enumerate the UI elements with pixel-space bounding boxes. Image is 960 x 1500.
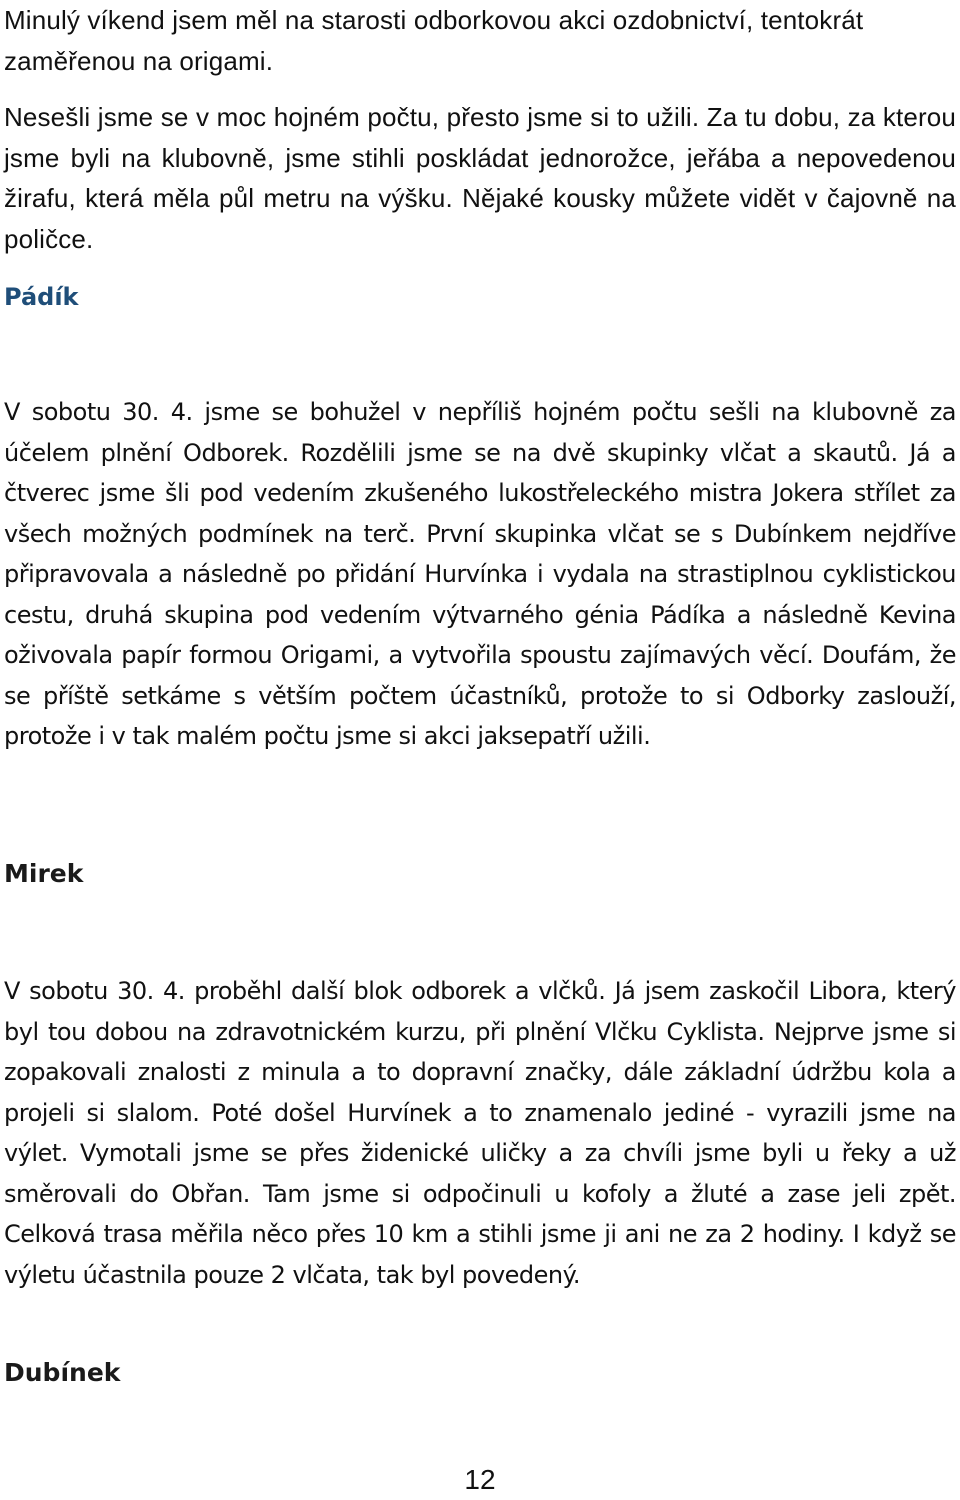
article-origami-intro: Minulý víkend jsem měl na starosti odborkovou akci ozdobnictví, tentokrát zaměřenou na origami. bbox=[4, 5, 864, 76]
article-odborky bbox=[4, 392, 956, 757]
article-origami-body: Nesešli jsme se v moc hojném počtu, přesto jsme si to užili. Za tu dobu, za kterou jsme byli na klubovně, jsme stihli poskládat jednorožce, jeřába a nepovedenou žirafu, která měla půl metru na výšku. Nějaké kousky můžete vidět v čajovně na poličce. bbox=[4, 102, 956, 254]
article-cyklista bbox=[4, 971, 956, 1295]
author-signature-dubinek: Dubínek bbox=[4, 1358, 121, 1387]
page-number: 12 bbox=[464, 1464, 496, 1495]
author-signature-mirek: Mirek bbox=[4, 859, 84, 888]
article-origami bbox=[4, 0, 956, 259]
author-signature-padik: Pádík bbox=[4, 283, 79, 311]
article-odborky-body: V sobotu 30. 4. jsme se bohužel v nepříliš hojném počtu sešli na klubovně za účelem plnění Odborek. Rozdělili jsme se na dvě skupinky vlčat a skautů. Já a čtverec jsme šli pod vedením zkušeného lukostřeleckého mistra Jokera střílet za všech možných podmínek na terč. První skupinka vlčat se s Dubínkem nejdříve připravovala a následně po přidání Hurvínka i vydala na strastiplnou cyklistickou cestu, druhá skupina pod vedením výtvarného génia Pádíka a následně Kevina oživovala papír formou Origami, a vytvořila spoustu zajímavých věcí. Doufám, že se příště setkáme s větším počtem účastníků, protože to si Odborky zaslouží, protože i v tak malém počtu jsme si akci jaksepatří užili. bbox=[4, 398, 956, 750]
article-cyklista-body: V sobotu 30. 4. proběhl další blok odborek a vlčků. Já jsem zaskočil Libora, který byl tou dobou na zdravotnickém kurzu, při plnění Vlčku Cyklista. Nejprve jsme si zopakovali znalosti z minula a to dopravní značky, dále základní údržbu kola a projeli si slalom. Poté došel Hurvínek a to znamenalo jediné - vyrazili jsme na výlet. Vymotali jsme se přes židenické uličky a za chvíli jsme byli u řeky a už směrovali do Obřan. Tam jsme si odpočinuli u kofoly a žluté a zase jeli zpět. Celková trasa měřila něco přes 10 km a stihli jsme ji ani ne za 2 hodiny. I když se výletu účastnila pouze 2 vlčata, tak byl povedený. bbox=[4, 977, 956, 1289]
